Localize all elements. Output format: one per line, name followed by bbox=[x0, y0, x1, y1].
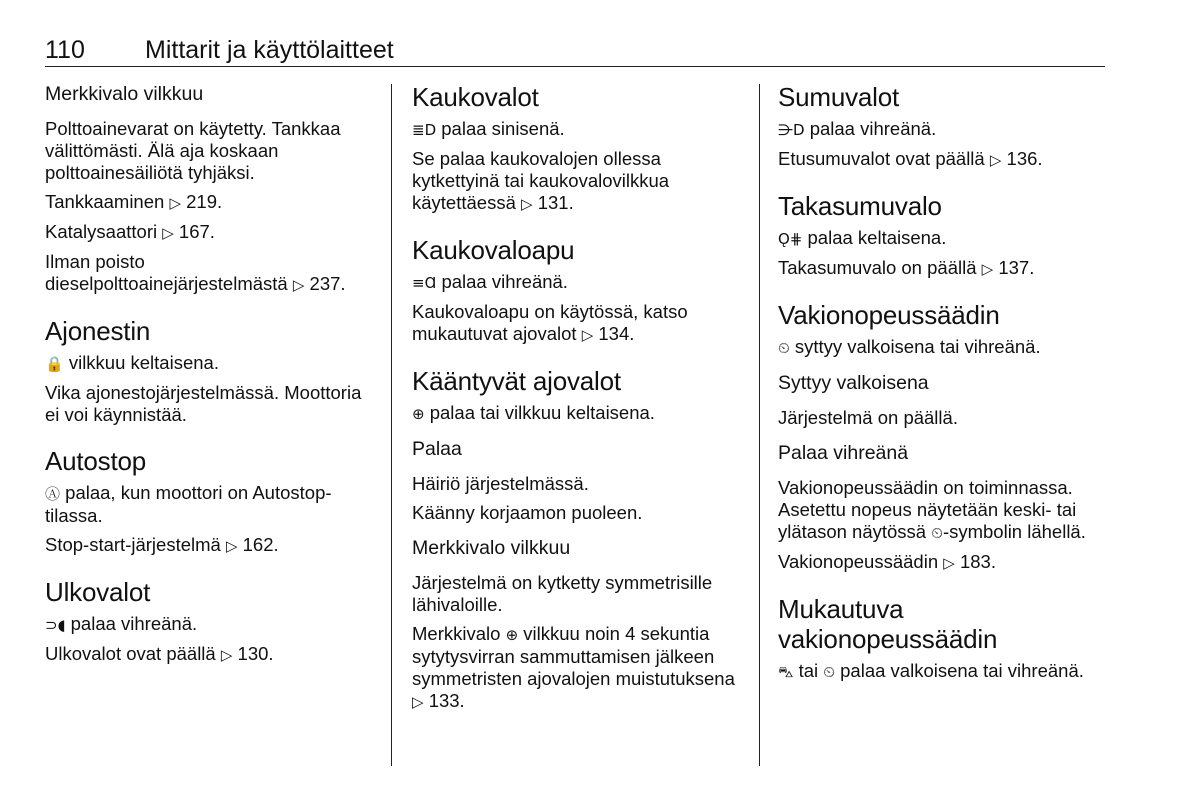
arrow-icon: ▷ bbox=[412, 693, 424, 711]
section-title-autostop: Autostop bbox=[45, 446, 147, 476]
subheading-indicator-flashes: Merkkivalo vilkkuu bbox=[412, 537, 571, 559]
reference-front-fog[interactable]: Etusumuvalot ovat päällä ▷ 136. bbox=[778, 148, 1043, 169]
paragraph: ≣D palaa sinisenä. bbox=[412, 118, 565, 139]
arrow-icon: ▷ bbox=[220, 646, 233, 664]
section-title-high-beam: Kaukovalot bbox=[412, 82, 539, 112]
page-number: 110 bbox=[45, 36, 85, 64]
column-divider bbox=[759, 84, 760, 766]
reference-high-beam[interactable]: Se palaa kaukovalojen ollessa kytkettyinä tai kaukovalovilkkua käytettäessä ▷ 131. bbox=[412, 148, 670, 213]
paragraph: Järjestelmä on kytketty symmetrisille lähivaloille. bbox=[412, 572, 713, 615]
cruise-control-icon: ⏲ bbox=[931, 524, 943, 542]
side-lights-icon: ⊃◖ bbox=[45, 616, 66, 634]
section-title-rear-fog: Takasumuvalo bbox=[778, 191, 942, 221]
paragraph: Vika ajonestojärjestelmässä. Moottoria ei voi käynnistää. bbox=[45, 382, 362, 425]
afl-icon: ⊕ bbox=[505, 626, 519, 644]
section-title-side-lights: Ulkovalot bbox=[45, 577, 151, 607]
arrow-icon: ▷ bbox=[981, 260, 994, 278]
arrow-icon: ▷ bbox=[225, 537, 238, 555]
paragraph: ⏲ syttyy valkoisena tai vihreänä. bbox=[778, 336, 1041, 357]
section-title-immobiliser: Ajonestin bbox=[45, 316, 151, 346]
section-title-adaptive-cruise: Mukautuva vakionopeussäädin bbox=[778, 594, 998, 654]
arrow-icon: ▷ bbox=[521, 195, 533, 213]
reference-exterior-lights[interactable]: Ulkovalot ovat päällä ▷ 130. bbox=[45, 643, 274, 664]
paragraph: Vakionopeussäädin on toiminnassa. Asetettu nopeus näytetään keski- tai ylätason näytössä ⏲-symbolin lähellä. bbox=[778, 477, 1086, 542]
lock-icon: 🔒 bbox=[45, 355, 64, 373]
arrow-icon: ▷ bbox=[162, 224, 174, 242]
column-1 bbox=[45, 82, 375, 673]
section-title-adaptive-lights: Kääntyvät ajovalot bbox=[412, 366, 621, 396]
page-title: Mittarit ja käyttölaitteet bbox=[145, 36, 394, 64]
cruise-control-icon: ⏲ bbox=[823, 663, 835, 681]
subheading-illuminated: Palaa bbox=[412, 438, 462, 460]
high-beam-assist-icon: ≡Ɑ bbox=[412, 274, 437, 292]
reference-catalyst[interactable]: Katalysaattori ▷ 167. bbox=[45, 221, 215, 242]
autostop-icon: Ⓐ bbox=[45, 485, 61, 503]
reference-bleeding-fuel[interactable]: Ilman poisto dieselpolttoainejärjestelmästä ▷ 237. bbox=[45, 251, 346, 294]
subheading-green: Palaa vihreänä bbox=[778, 442, 909, 464]
subheading-white: Syttyy valkoisena bbox=[778, 372, 929, 394]
paragraph: Ǫ⋕ palaa keltaisena. bbox=[778, 227, 947, 248]
arrow-icon: ▷ bbox=[943, 554, 955, 572]
paragraph: ≡Ɑ palaa vihreänä. bbox=[412, 271, 568, 292]
page-header bbox=[45, 36, 1105, 67]
paragraph: ⛍ tai ⏲ palaa valkoisena tai vihreänä. bbox=[778, 660, 1084, 681]
paragraph: Häiriö järjestelmässä. bbox=[412, 473, 589, 494]
front-fog-icon: ⋺D bbox=[778, 121, 805, 139]
reference-refuelling[interactable]: Tankkaaminen ▷ 219. bbox=[45, 191, 223, 212]
arrow-icon: ▷ bbox=[169, 194, 181, 212]
subheading-indicator-flashes: Merkkivalo vilkkuu bbox=[45, 83, 204, 105]
reference-cruise-control[interactable]: Vakionopeussäädin ▷ 183. bbox=[778, 551, 996, 572]
cruise-control-icon: ⏲ bbox=[778, 339, 790, 357]
paragraph: Ⓐ palaa, kun moottori on Autostop-tilassa. bbox=[45, 482, 332, 526]
column-2 bbox=[412, 82, 747, 720]
arrow-icon: ▷ bbox=[292, 276, 305, 294]
paragraph: Käänny korjaamon puoleen. bbox=[412, 502, 643, 523]
section-title-cruise-control: Vakionopeussäädin bbox=[778, 300, 1000, 330]
high-beam-icon: ≣D bbox=[412, 121, 437, 139]
reference-rear-fog[interactable]: Takasumuvalo on päällä ▷ 137. bbox=[778, 257, 1035, 278]
column-3 bbox=[778, 82, 1108, 690]
paragraph: Polttoainevarat on käytetty. Tankkaa välittömästi. Älä aja koskaan polttoainesäiliötä tyhjäksi. bbox=[45, 118, 341, 183]
arrow-icon: ▷ bbox=[581, 326, 594, 344]
reference-adaptive-lights[interactable]: Kaukovaloapu on käytössä, katso mukautuvat ajovalot ▷ 134. bbox=[412, 301, 688, 344]
rear-fog-icon: Ǫ⋕ bbox=[778, 230, 803, 248]
paragraph: 🔒 vilkkuu keltaisena. bbox=[45, 352, 219, 373]
column-divider bbox=[391, 84, 392, 766]
section-title-fog-lights: Sumuvalot bbox=[778, 82, 900, 112]
paragraph: Järjestelmä on päällä. bbox=[778, 407, 958, 428]
reference-symmetric-lights[interactable]: Merkkivalo ⊕ vilkkuu noin 4 sekuntia sytytysvirran sammuttamisen jälkeen symmetristen ajovalojen muistutuksena ▷ 133. bbox=[412, 623, 735, 711]
reference-stop-start[interactable]: Stop-start-järjestelmä ▷ 162. bbox=[45, 534, 279, 555]
paragraph: ⊕ palaa tai vilkkuu keltaisena. bbox=[412, 402, 655, 423]
arrow-icon: ▷ bbox=[989, 151, 1002, 169]
adaptive-cruise-icon: ⛍ bbox=[778, 663, 794, 681]
paragraph: ⊃◖ palaa vihreänä. bbox=[45, 613, 198, 634]
paragraph: ⋺D palaa vihreänä. bbox=[778, 118, 937, 139]
section-title-high-beam-assist: Kaukovaloapu bbox=[412, 235, 575, 265]
afl-icon: ⊕ bbox=[412, 405, 425, 423]
